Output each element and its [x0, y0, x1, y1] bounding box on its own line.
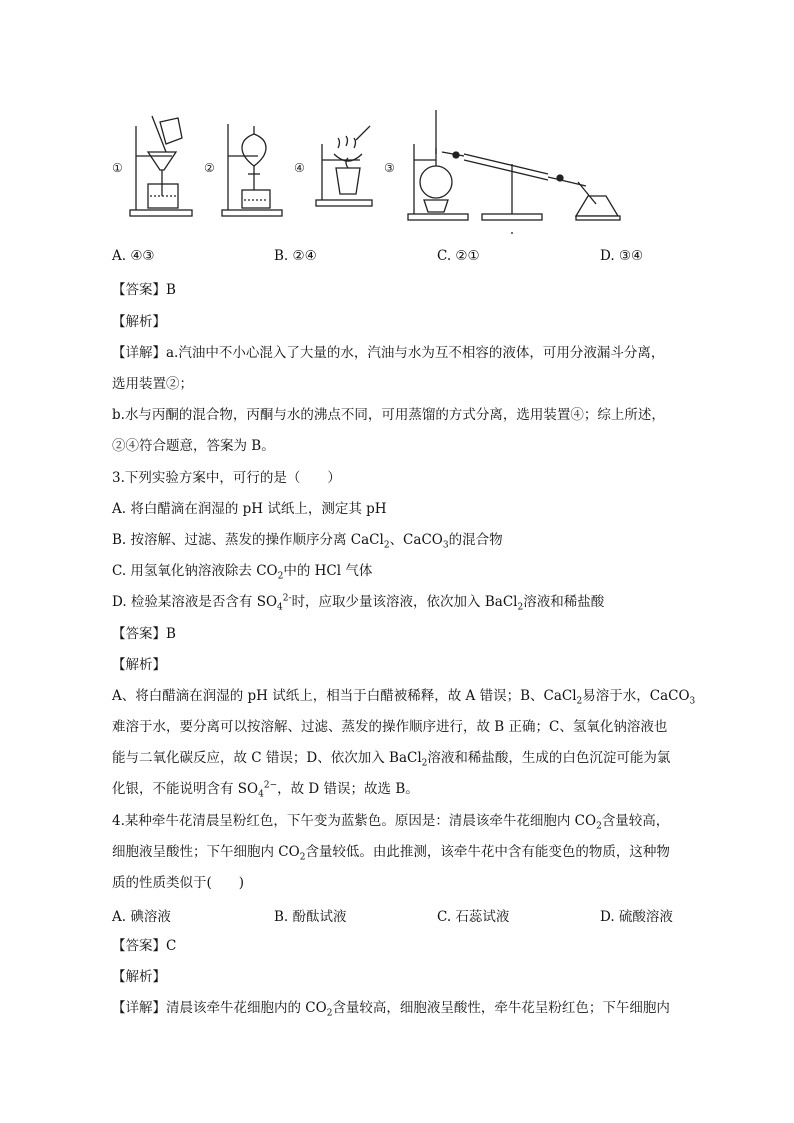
- q3-answer: 【答案】B: [112, 626, 176, 642]
- separatory-funnel-apparatus: [222, 124, 282, 216]
- q4-stem-line-3: 质的性质类似于( ): [112, 875, 245, 891]
- q3-analysis-line-3: 能与二氧化碳反应，故 C 错误；D、依次加入 BaCl$_2$溶液和稀盐酸，生成的白色沉淀可能为氯: [112, 750, 671, 769]
- q2-detail-line-4: ②④符合题意，答案为 B。: [112, 438, 275, 454]
- figure-label-2: ②: [204, 161, 215, 175]
- q3-option-a[interactable]: A. 将白醋滴在润湿的 pH 试纸上，测定其 pH: [112, 501, 387, 517]
- q4-stem-line-1: 4.某种牵牛花清晨呈粉红色，下午变为蓝紫色。原因是：清晨该牵牛花细胞内 $CO_2$含量较高，: [112, 813, 670, 832]
- q3-analysis-line-1: A、将白醋滴在润湿的 pH 试纸上，相当于白醋被稀释，故 A 错误；B、CaCl$_2$易溶于水，CaCO$_3$: [112, 688, 696, 707]
- filtration-apparatus: [130, 116, 192, 216]
- apparatus-figure: [108, 104, 688, 244]
- q2-option-b[interactable]: B. ②④: [274, 248, 317, 264]
- q3-stem: 3.下列实验方案中，可行的是（ ）: [112, 470, 341, 486]
- q3-analysis-line-4: 化银，不能说明含有 $SO_4^{2-}$，故 D 错误；故选 B。: [112, 780, 419, 800]
- q2-answer: 【答案】B: [112, 282, 176, 298]
- q2-option-d[interactable]: D. ③④: [600, 248, 644, 264]
- q3-analysis-line-2: 难溶于水，要分离可以按溶解、过滤、蒸发的操作顺序进行，故 B 正确；C、氢氧化钠溶液也: [112, 719, 668, 735]
- q4-answer: 【答案】C: [112, 938, 177, 954]
- distillation-apparatus: [408, 110, 620, 234]
- q3-option-c[interactable]: C. 用氢氧化钠溶液除去 $CO_2$中的 HCl 气体: [112, 563, 373, 582]
- q2-option-c[interactable]: C. ②①: [437, 248, 480, 264]
- q4-option-a[interactable]: A. 碘溶液: [112, 909, 171, 925]
- q4-analysis-heading: 【解析】: [112, 969, 166, 985]
- evaporation-apparatus: [316, 126, 372, 206]
- lab-apparatus-drawing: [108, 104, 688, 244]
- q4-stem-line-2: 细胞液呈酸性；下午细胞内 $CO_2$含量较低。由此推测，该牵牛花中含有能变色的物质，这种物: [112, 844, 670, 863]
- q2-detail-line-2: 选用装置②；: [112, 376, 193, 392]
- q4-option-b[interactable]: B. 酚酞试液: [274, 909, 347, 925]
- q2-detail-line-1: 【详解】a.汽油中不小心混入了大量的水，汽油与水为互不相容的液体，可用分液漏斗分离，: [112, 345, 665, 361]
- q3-option-d[interactable]: D. 检验某溶液是否含有 $SO_4^{2-}$时，应取少量该溶液，依次加入 BaCl$_2$溶液和稀盐酸: [112, 593, 605, 613]
- q4-option-c[interactable]: C. 石蕊试液: [437, 909, 510, 925]
- figure-label-3: ③: [384, 161, 395, 175]
- q4-option-d[interactable]: D. 硫酸溶液: [600, 909, 673, 925]
- q4-detail-line-1: 【详解】清晨该牵牛花细胞内的 $CO_2$含量较高，细胞液呈酸性，牵牛花呈粉红色；下午细胞内: [112, 1000, 670, 1019]
- q2-option-a[interactable]: A. ④③: [112, 248, 155, 264]
- q3-analysis-heading: 【解析】: [112, 657, 166, 673]
- figure-label-1: ①: [112, 161, 123, 175]
- q2-detail-line-3: b.水与丙酮的混合物，丙酮与水的沸点不同，可用蒸馏的方式分离，选用装置④；综上所述，: [112, 407, 665, 423]
- q2-analysis-heading: 【解析】: [112, 314, 166, 330]
- q3-option-b[interactable]: B. 按溶解、过滤、蒸发的操作顺序分离 CaCl$_2$、CaCO$_3$的混合物: [112, 532, 503, 551]
- figure-label-4: ④: [294, 161, 305, 175]
